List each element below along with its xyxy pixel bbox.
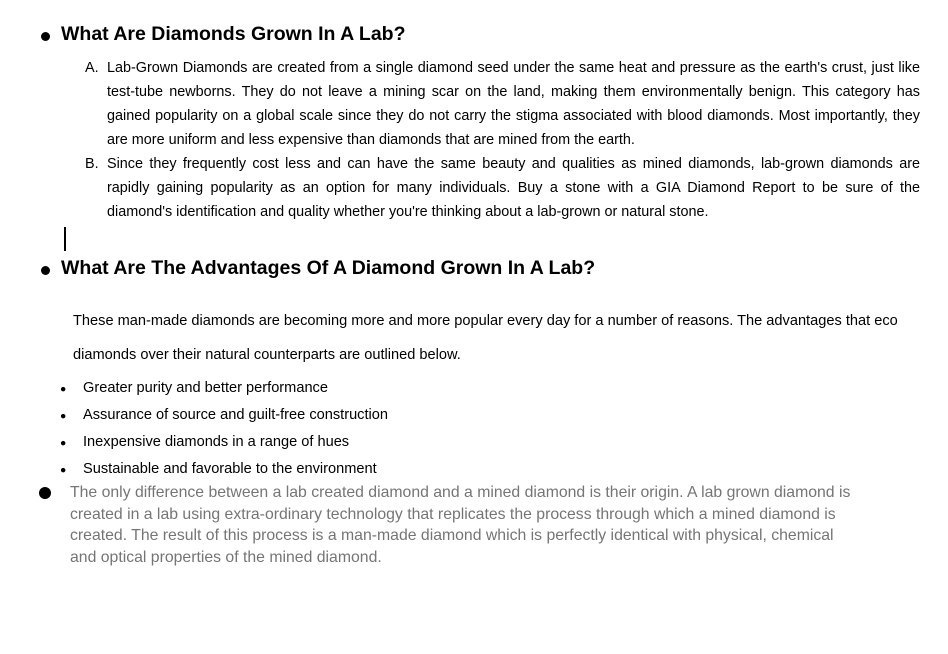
paragraph-b[interactable]: [107, 152, 920, 224]
text-line[interactable]: gained popularity on a global scale since they do not carry the stigma associated with blood diamonds. Most importantly, they: [107, 108, 920, 124]
list-marker-b: B.: [85, 156, 99, 172]
note-item: [39, 482, 850, 568]
text-line[interactable]: and optical properties of the mined diamond.: [70, 548, 382, 566]
text-caret: [64, 227, 66, 251]
text-line[interactable]: diamonds over their natural counterparts are outlined below.: [73, 347, 461, 363]
list-item-b: [85, 152, 921, 224]
text-line[interactable]: ● Sustainable and favorable to the environment: [60, 456, 388, 483]
text-line[interactable]: rapidly gaining popularity as an option for many individuals. Buy a stone with a GIA Diamond Report to be sure of the: [107, 180, 920, 196]
text-line[interactable]: Since they frequently cost less and can have the same beauty and qualities as mined diamonds, lab-grown diamonds are: [107, 156, 920, 172]
bullet-icon: [39, 487, 51, 499]
text-line[interactable]: ● Inexpensive diamonds in a range of hues: [60, 429, 388, 456]
note-paragraph[interactable]: [70, 482, 850, 568]
advantages-list[interactable]: [60, 375, 388, 483]
text-line[interactable]: diamond's identification and quality whether you're thinking about a lab-grown or natural stone.: [107, 204, 709, 220]
text-line[interactable]: are more uniform and less expensive than diamonds that are mined from the earth.: [107, 132, 635, 148]
lettered-list: [85, 56, 921, 224]
section-heading-advantages: [41, 256, 595, 280]
paragraph-a[interactable]: [107, 56, 920, 152]
section-heading-lab-grown: [41, 22, 406, 46]
text-line[interactable]: created. The result of this process is a man-made diamond which is perfectly identical with physical, chemical: [70, 527, 834, 545]
heading-text[interactable]: What Are The Advantages Of A Diamond Grown In A Lab?: [61, 257, 596, 279]
text-line[interactable]: test-tube newborns. They do not leave a mining scar on the land, making them environmentally benign. This category has: [107, 84, 920, 100]
bullet-icon: [41, 266, 50, 275]
text-line[interactable]: The only difference between a lab created diamond and a mined diamond is their origin. A lab grown diamond is: [70, 484, 851, 501]
text-line[interactable]: ● Greater purity and better performance: [60, 375, 388, 402]
intro-paragraph[interactable]: [73, 304, 898, 372]
bullet-icon: [41, 32, 50, 41]
text-line[interactable]: These man-made diamonds are becoming more and more popular every day for a number of reasons. The advantages that eco: [73, 313, 898, 329]
text-line[interactable]: Lab-Grown Diamonds are created from a single diamond seed under the same heat and pressure as the earth's crust, just like: [107, 60, 920, 76]
text-line[interactable]: ● Assurance of source and guilt-free construction: [60, 402, 388, 429]
text-line[interactable]: created in a lab using extra-ordinary technology that replicates the process through which a mined diamond is: [70, 505, 836, 523]
heading-text[interactable]: What Are Diamonds Grown In A Lab?: [61, 23, 406, 45]
list-item-a: [85, 56, 921, 152]
list-marker-a: A.: [85, 60, 99, 76]
